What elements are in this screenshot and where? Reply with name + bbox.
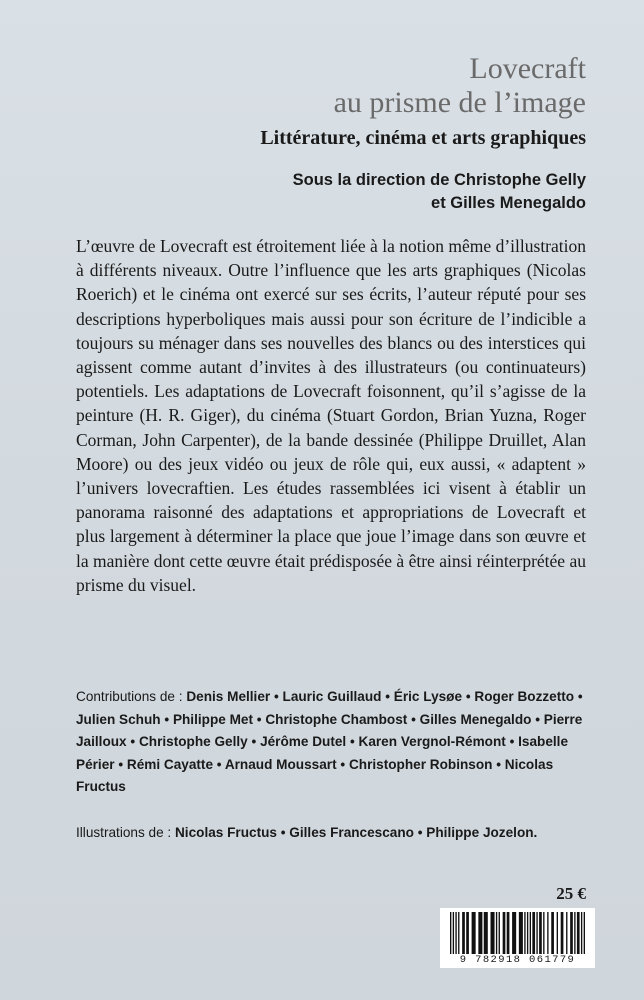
illustrators-label: Illustrations de : <box>76 825 175 840</box>
barcode-bar <box>455 912 456 954</box>
barcode-bar <box>496 912 497 954</box>
bullet-separator: • <box>213 756 225 772</box>
barcode-bar <box>551 912 554 954</box>
book-title-line1: Lovecraft <box>469 52 586 85</box>
barcode-bar <box>539 912 542 954</box>
book-title-line2: au prisme de l’image <box>333 86 586 119</box>
barcode-bar <box>519 912 523 954</box>
bullet-separator: • <box>276 825 290 840</box>
contributor-name-17: Nicolas Fructus <box>76 756 554 794</box>
barcode-bar <box>566 912 567 954</box>
bullet-separator: • <box>336 756 349 772</box>
bullet-separator: • <box>160 711 173 727</box>
barcode-bar <box>577 912 580 954</box>
barcode-bar <box>453 912 454 954</box>
barcode-bar <box>532 912 535 954</box>
bullet-separator: • <box>381 689 394 704</box>
contributor-name-2: Lauric Guillaud <box>282 689 382 704</box>
list-end-period: . <box>533 825 538 840</box>
barcode-bar <box>478 912 482 954</box>
contributor-name-16: Christopher Robinson <box>348 756 493 772</box>
bullet-separator: • <box>253 711 266 727</box>
barcode-bar <box>484 912 488 954</box>
barcode-bar <box>507 912 510 954</box>
bullet-separator: • <box>505 734 519 749</box>
contributor-name-3: Éric Lysøe <box>393 689 463 704</box>
isbn-number: 9 782918 061779 <box>459 954 576 966</box>
contributor-name-11: Jérôme Dutel <box>260 734 347 749</box>
barcode-bar <box>491 912 495 954</box>
bullet-separator: • <box>531 711 544 727</box>
bullet-separator: • <box>126 734 139 749</box>
barcode-bar <box>536 912 537 954</box>
contributor-name-12: Karen Vergnol-Rémont <box>358 734 506 749</box>
bullet-separator: • <box>407 711 420 727</box>
price-label: 25 € <box>556 884 586 903</box>
barcode-bar <box>466 912 469 954</box>
illustrator-name-2: Gilles Francescano <box>289 825 414 840</box>
bullet-separator: • <box>247 734 261 749</box>
bullet-separator: • <box>114 756 127 772</box>
barcode-bar <box>472 912 476 954</box>
contributor-name-9: Pierre Jailloux <box>76 711 583 749</box>
illustrators-list <box>76 822 596 845</box>
bullet-separator: • <box>270 689 283 704</box>
barcode-bar <box>499 912 500 954</box>
barcode-bar <box>527 912 528 954</box>
barcode-bar <box>462 912 465 954</box>
contributors-names <box>76 689 583 794</box>
editors-line1: Sous la direction de Christophe Gelly <box>292 171 586 189</box>
barcode-bar <box>512 912 516 954</box>
illustrator-name-3: Philippe Jozelon <box>426 825 534 840</box>
illustrator-name-1: Nicolas Fructus <box>174 825 277 840</box>
contributor-name-8: Gilles Menegaldo <box>419 711 532 727</box>
bullet-separator: • <box>492 756 505 772</box>
contributor-name-1: Denis Mellier <box>186 689 271 704</box>
barcode-bar <box>584 912 585 954</box>
summary-paragraph: L’œuvre de Lovecraft est étroitement liée à la notion même d’illustration à différents niveaux. Outre l’influence que les arts graphiques (Nicolas Roerich) et le cinéma ont exercé sur ses écrits, l’auteur réputé pour ses descriptions hyperboliques mais aussi pour son écriture de l’indicible a toujours su ménager dans ses nouvelles des blancs ou des interstices qui agissent comme autant d’invites à des illustrateurs (ou continuateurs) potentiels. Les adaptations de Lovecraft foisonnent, qu’il s’agisse de la peinture (H. R. Giger), du cinéma (Stuart Gordon, Brian Yuzna, Roger Corman, John Carpenter), de la bande dessinée (Philippe Druillet, Alan Moore) ou des jeux vidéo ou jeux de rôle qui, eux aussi, « adaptent » l’univers lovecraftien. Les études rassemblées ici visent à établir un panorama raisonné des adaptations et appropriations de Lovecraft et plus largement à déterminer la place que joue l’image dans son œuvre et la manière dont cette œuvre était prédisposée à être ainsi réinterprétée au prisme du visuel. <box>76 236 586 595</box>
contributor-name-15: Arnaud Moussart <box>224 756 337 772</box>
barcode-bar <box>503 912 506 954</box>
book-subtitle: Littérature, cinéma et arts graphiques <box>260 127 586 149</box>
isbn-barcode <box>440 908 595 968</box>
bullet-separator: • <box>574 689 583 704</box>
barcode-bars <box>450 912 585 954</box>
barcode-bar <box>543 912 544 954</box>
editors-line2: et Gilles Menegaldo <box>431 194 586 212</box>
barcode-bar <box>458 912 459 954</box>
barcode-bar <box>530 912 531 954</box>
contributors-label: Contributions de : <box>76 689 187 704</box>
bullet-separator: • <box>346 734 359 749</box>
contributor-name-13: Isabelle Périer <box>76 734 569 772</box>
contributor-name-7: Christophe Chambost <box>265 711 408 727</box>
contributor-name-5: Julien Schuh <box>76 711 161 727</box>
contributor-name-6: Philippe Met <box>172 711 253 727</box>
barcode-bar <box>570 912 573 954</box>
bullet-separator: • <box>413 825 427 840</box>
contributor-name-4: Roger Bozzetto <box>474 689 575 704</box>
contributors-list <box>76 686 588 799</box>
barcode-bar <box>450 912 451 954</box>
barcode-bar <box>574 912 575 954</box>
illustrators-names <box>175 825 537 840</box>
contributor-name-10: Christophe Gelly <box>138 734 248 749</box>
barcode-bar <box>581 912 582 954</box>
barcode-bar <box>557 912 558 954</box>
contributor-name-14: Rémi Cayatte <box>126 756 214 772</box>
barcode-bar <box>561 912 564 954</box>
barcode-bar <box>524 912 525 954</box>
bullet-separator: • <box>462 689 475 704</box>
barcode-bar <box>547 912 548 954</box>
